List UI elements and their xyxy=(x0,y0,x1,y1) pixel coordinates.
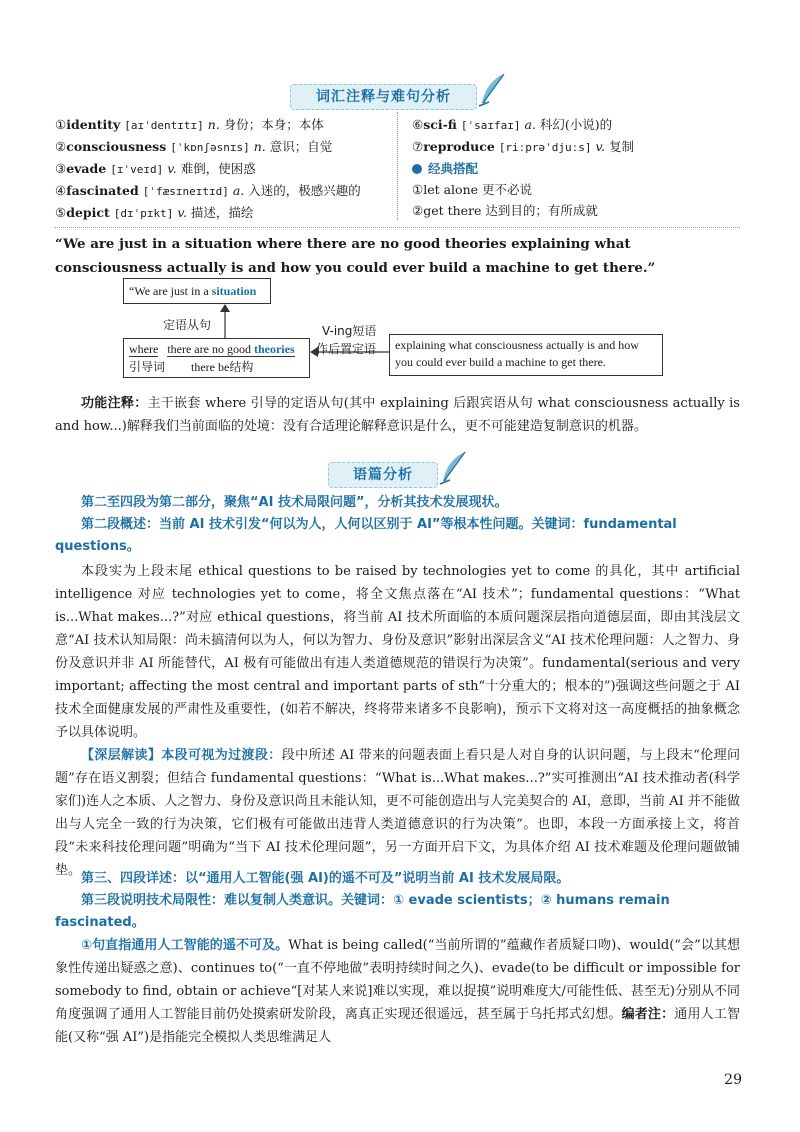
diagram-where-clause-box: where there are no good theories 引导词 there be结构 xyxy=(123,338,310,378)
vocab-list-right xyxy=(412,114,742,221)
para2-analysis: 本段实为上段末尾 ethical questions to be raised by technologies yet to come 的具化，其中 artificial intelligence 对应 technologies yet to come，将全文焦点落在“AI 技术”；fundamental questions：“What is...What makes...?”对应 ethical questions，将当前 AI 技术所面临的本质问题深层指向道德层面，即由其浅层文意“AI 技术认知局限：尚未搞清何以为人，何以为智力、身份及意识”影射出深层含义“AI 技术伦理问题：人之智力、身份及意识并非 AI 所能替代，AI 极有可能做出有违人类道德规范的错误行为决策”。fundamental(serious and very important; affecting the most central and important parts of sth“十分重大的；根本的”)强调这些问题之于 AI 技术全面健康发展的严肃性及重要性，(如若不解决，终将带来诸多不良影响)，预示下文将对这一高度概括的抽象概念予以具体说明。 【深层解读】本段可视为过渡段：段中所述 AI 带来的问题表面上看只是人对自身的认识问题，与上段末“伦理问题”存在语义割裂；但结合 fundamental questions：“What is...What makes...?”实可推测出“AI 技术推动者(科学家们)连人之本质、人之智力、身份及意识尚且未能认知，更不可能创造出与人完美契合的 AI，意即，当前 AI 并不能做出与人完全一致的行为决策，它们极有可能做出违背人类道德意识的行为决策”。也即，本段一方面承接上文，将首段“未来科技伦理问题”明确为“当下 AI 技术伦理问题”，另一方面开启下文，为具体介绍 AI 技术难题及伦理问题做铺垫。 xyxy=(55,564,740,878)
diagram-arrow-up xyxy=(219,304,231,338)
diagram-main-clause-box: “We are just in a situation xyxy=(123,278,271,304)
vocab-item: ②consciousness [ˈkɒnʃəsnɪs] n. 意识；自觉 xyxy=(55,139,333,154)
feather-pen-icon xyxy=(477,72,507,108)
part2-heading: 第二至四段为第二部分，聚焦“AI 技术局限问题”，分析其技术发展现状。 xyxy=(81,495,508,510)
word-where: where xyxy=(129,342,159,356)
vocab-item: ④fascinated [ˈfæsɪneɪtɪd] a. 入迷的，极感兴趣的 xyxy=(55,183,361,198)
vocab-item: ⑥sci-fi [ˈsaɪfaɪ] a. 科幻(小说)的 xyxy=(412,117,613,132)
vocab-list-left xyxy=(55,114,385,224)
section-divider xyxy=(55,227,740,228)
section-title-banner: 语篇分析 xyxy=(328,462,438,488)
there-be-phrase: there are no good theories xyxy=(167,342,295,356)
collocation-item: ①let alone 更不必说 xyxy=(412,182,532,197)
feather-pen-icon xyxy=(438,450,468,486)
collocations-heading: 经典搭配 xyxy=(412,158,742,179)
vocab-item: ③evade [ɪˈveɪd] v. 难倒，使困惑 xyxy=(55,161,256,176)
para2-summary: 第二段概述：当前 AI 技术引发“何以为人，人何以区别于 AI”等根本性问题。关键词：fundamental questions。 xyxy=(55,517,677,554)
vocab-item: ①identity [aɪˈdentɪtɪ] n. 身份；本身；本体 xyxy=(55,117,324,132)
label-postmodifier: 作后置定语 xyxy=(316,342,377,356)
function-note: 功能注释：主干嵌套 where 引导的定语从句(其中 explaining 后跟宾语从句 what consciousness actually is and how...)解释我们当前面临的处境：没有合适理论解释意识是什么，更不可能建造复制意识的机器。 xyxy=(55,396,740,434)
label-attributive-clause: 定语从句 xyxy=(163,318,212,332)
column-divider xyxy=(397,112,398,220)
page-number: 29 xyxy=(724,1072,742,1088)
part3-heading: 第三、四段详述：以“通用人工智能(强 AI)的遥不可及”说明当前 AI 技术发展局限。 xyxy=(81,871,570,886)
para3-analysis: ①句直指通用人工智能的遥不可及。What is being called(“当前所谓的”蕴藏作者质疑口吻)、would(“会”以其想象性传递出疑惑之意)、continues to(“一直不停地做”表明持续时间之久)、evade(to be difficult or impossible for somebody to find, obtain or achieve“[对某人来说]难以实现，难以捉摸”说明难度大/可能性低、甚至无)分别从不同角度强调了通用人工智能目前仍处摸索研发阶段，离真正实现还很遥远，甚至属于乌托邦式幻想。编者注：通用人工智能(又称“强 AI”)是指能完全模拟人类思维满足人 xyxy=(55,938,740,1045)
bullet-circle-icon xyxy=(412,164,422,174)
label-ving: V-ing短语 xyxy=(322,324,377,338)
collocation-item: ②get there 达到目的；有所成就 xyxy=(412,203,598,218)
vocab-item: ⑤depict [dɪˈpɪkt] v. 描述，描绘 xyxy=(55,205,254,220)
difficult-sentence: “We are just in a situation where there are no good theories explaining what consciousness actually is and how you could ever build a machine to get there.” xyxy=(55,236,656,276)
diagram-explaining-box: explaining what consciousness actually is and how you could ever build a machine to get there. xyxy=(389,334,663,376)
section-title-banner: 词汇注释与难句分析 xyxy=(290,84,477,110)
para3-summary: 第三段说明技术局限性：难以复制人类意识。关键词：① evade scientists；② humans remain fascinated。 xyxy=(55,893,670,930)
vocab-item: ⑦reproduce [riːprəˈdjuːs] v. 复制 xyxy=(412,139,635,154)
